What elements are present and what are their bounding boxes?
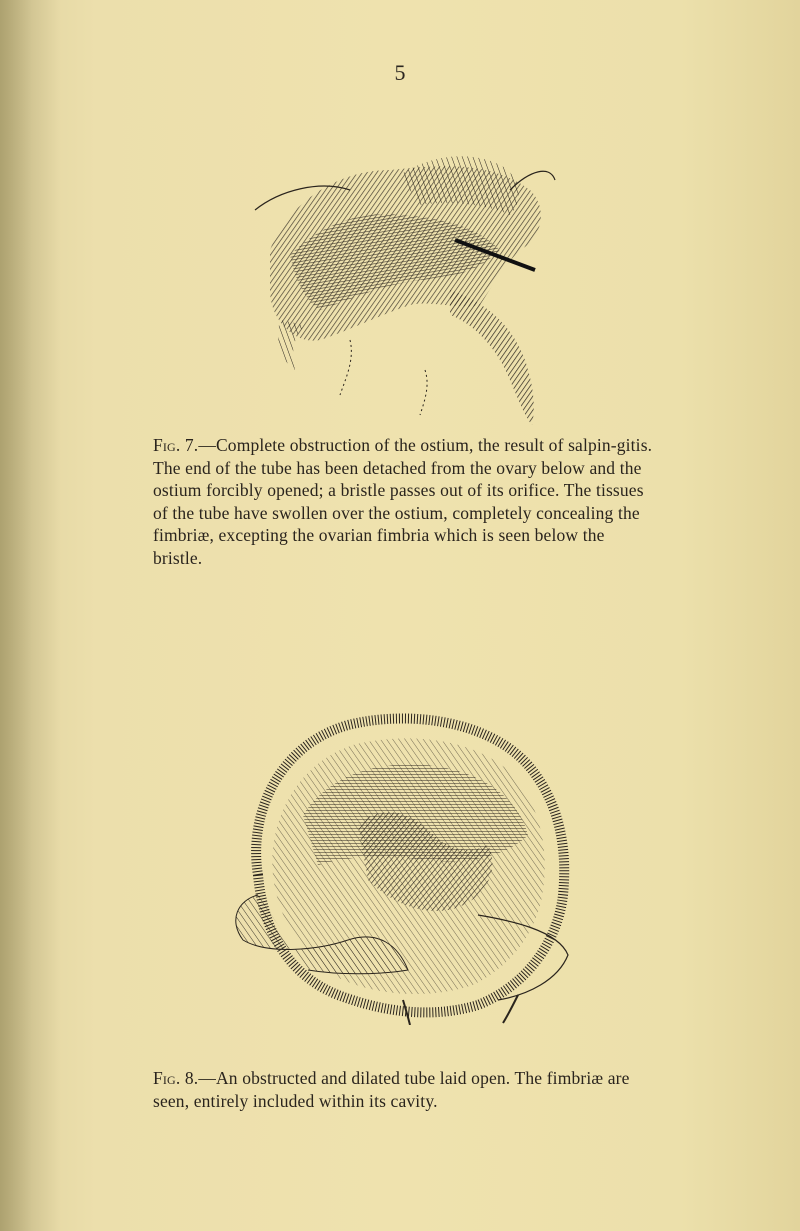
binding-shadow bbox=[0, 0, 60, 1231]
fig7-illustration bbox=[250, 130, 560, 430]
figure-7-text: —Complete obstruction of the ostium, the result of salpin-gitis. The end of the tube has been detached from the ovary below and the ostium forcibly opened; a bristle passes out of its orifice. The tissues of the tube have swollen over the ostium, completely concealing the fimbriæ, excepting the ovarian fimbria which is seen below the bristle. bbox=[153, 435, 653, 568]
figure-8-label: Fig. 8. bbox=[153, 1068, 199, 1088]
figure-7-label: Fig. 7. bbox=[153, 435, 199, 455]
page-number: 5 bbox=[394, 60, 406, 85]
fig8-illustration bbox=[228, 705, 580, 1025]
figure-7-caption bbox=[153, 434, 653, 570]
figure-8-caption bbox=[153, 1067, 653, 1112]
figure-8-text: —An obstructed and dilated tube laid open. The fimbriæ are seen, entirely included within its cavity. bbox=[153, 1068, 630, 1111]
